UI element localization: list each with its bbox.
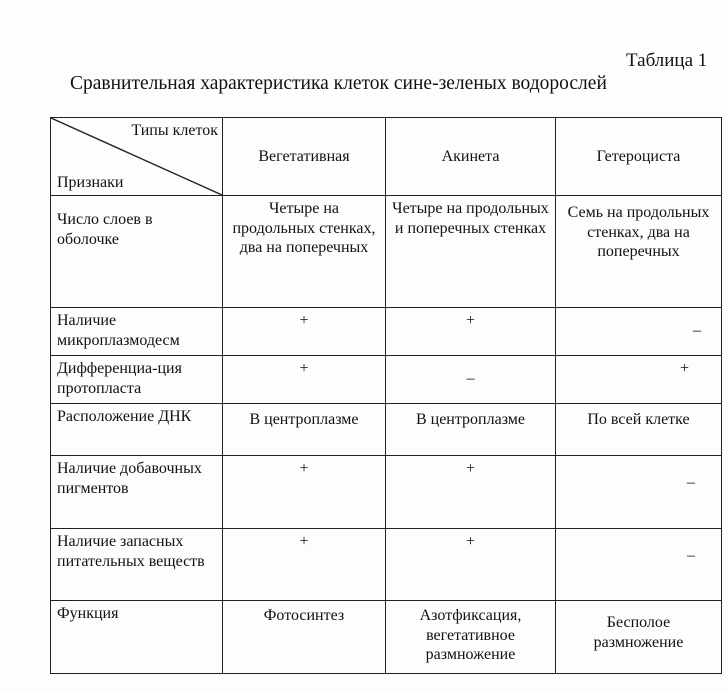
table-cell	[556, 456, 722, 529]
table-cell	[223, 356, 386, 404]
plus-sign: +	[679, 360, 689, 377]
row-label: Наличие микроплазмодесм	[51, 308, 223, 356]
plus-sign: +	[465, 312, 476, 329]
plus-sign: +	[465, 533, 476, 550]
corner-types-label: Типы клеток	[131, 122, 218, 139]
minus-sign: –	[693, 322, 701, 339]
corner-signs-label: Признаки	[57, 174, 124, 192]
table-cell: В центроплазме	[223, 404, 386, 456]
plus-sign: +	[299, 533, 309, 550]
table-cell: Семь на продольных стенках, два на поперечных	[556, 196, 722, 308]
plus-sign: +	[299, 460, 309, 477]
plus-sign: +	[299, 360, 309, 377]
table-caption: Сравнительная характеристика клеток сине-зеленых водорослей	[70, 73, 607, 94]
table-row	[51, 356, 722, 404]
minus-sign: –	[466, 370, 475, 387]
table-cell	[386, 529, 556, 601]
comparison-table	[50, 117, 722, 674]
table-number: Таблица 1	[626, 50, 708, 71]
column-header-akinete: Акинета	[386, 118, 556, 196]
table-cell: Четыре на продольных и поперечных стенках	[386, 196, 556, 308]
minus-sign: –	[687, 547, 695, 564]
plus-sign: +	[299, 312, 309, 329]
plus-sign: +	[465, 460, 476, 477]
table-row	[51, 404, 722, 456]
table-cell	[556, 308, 722, 356]
table-row	[51, 456, 722, 529]
table-cell	[386, 356, 556, 404]
table-cell: В центроплазме	[386, 404, 556, 456]
table-cell	[223, 308, 386, 356]
table-cell	[223, 529, 386, 601]
column-header-heterocyst: Гетероциста	[556, 118, 722, 196]
table-cell	[556, 529, 722, 601]
table-cell	[386, 456, 556, 529]
table-cell	[556, 356, 722, 404]
table-cell: Фотосинтез	[223, 601, 386, 674]
table-cell	[386, 308, 556, 356]
table-header-row	[51, 118, 722, 196]
table-row	[51, 308, 722, 356]
row-label: Наличие запасных питательных веществ	[51, 529, 223, 601]
table-row	[51, 196, 722, 308]
table-cell: Бесполое размножение	[556, 601, 722, 674]
column-header-vegetative: Вегетативная	[223, 118, 386, 196]
table-row	[51, 601, 722, 674]
row-label: Число слоев в оболочке	[51, 196, 223, 308]
table-cell: Азотфиксация, вегетативное размножение	[386, 601, 556, 674]
table-cell: Четыре на продольных стенках, два на поперечных	[223, 196, 386, 308]
row-label: Наличие добавочных пигментов	[51, 456, 223, 529]
minus-sign: –	[687, 474, 695, 491]
table-row	[51, 529, 722, 601]
diagonal-header-cell	[51, 118, 223, 196]
row-label: Расположение ДНК	[51, 404, 223, 456]
table-cell: По всей клетке	[556, 404, 722, 456]
row-label: Дифференциа-ция протопласта	[51, 356, 223, 404]
row-label: Функция	[51, 601, 223, 674]
table-cell	[223, 456, 386, 529]
